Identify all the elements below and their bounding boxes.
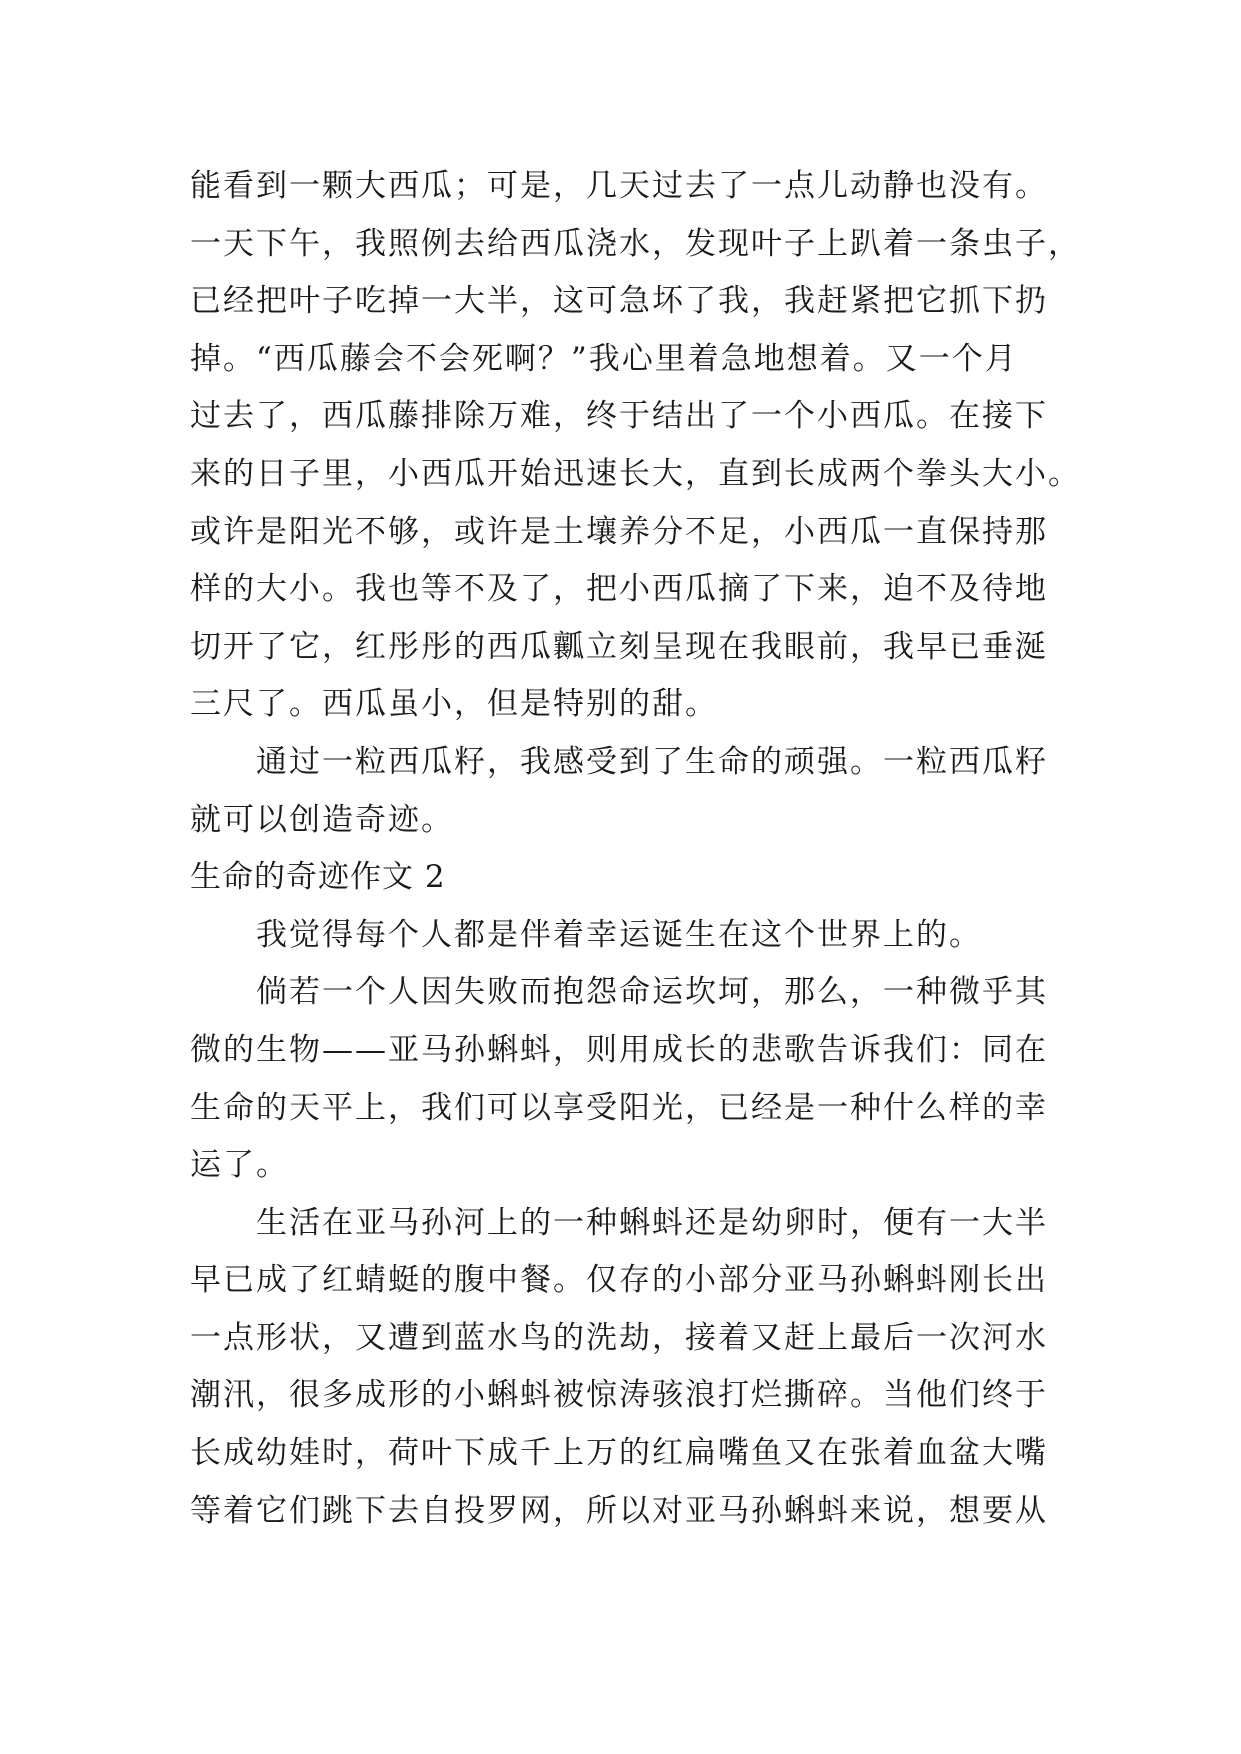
text-line: 微的生物——亚马孙蝌蚪，则用成长的悲歌告诉我们：同在 [190, 1031, 1048, 1068]
text-line: 切开了它，红彤彤的西瓜瓤立刻呈现在我眼前，我早已垂涎 [190, 628, 1048, 665]
paragraph-first-line: 生活在亚马孙河上的一种蝌蚪还是幼卵时，便有一大半 [256, 1204, 1048, 1241]
text-line: 三尺了。西瓜虽小，但是特别的甜。 [190, 686, 718, 723]
text-line: 样的大小。我也等不及了，把小西瓜摘了下来，迫不及待地 [190, 571, 1048, 608]
text-line: 一天下午，我照例去给西瓜浇水，发现叶子上趴着一条虫子， [190, 225, 1081, 262]
text-line: 已经把叶子吃掉一大半，这可急坏了我，我赶紧把它抓下扔 [190, 283, 1048, 320]
text-line: 来的日子里，小西瓜开始迅速长大，直到长成两个拳头大小。 [190, 455, 1081, 492]
text-line: 潮汛，很多成形的小蝌蚪被惊涛骇浪打烂撕碎。当他们终于 [190, 1377, 1048, 1414]
text-line: 一点形状，又遭到蓝水鸟的洗劫，接着又赶上最后一次河水 [190, 1319, 1048, 1356]
text-line: 能看到一颗大西瓜；可是，几天过去了一点儿动静也没有。 [190, 168, 1048, 204]
paragraph-first-line: 我觉得每个人都是伴着幸运诞生在这个世界上的。 [256, 916, 982, 953]
document-body [190, 158, 1081, 1540]
text-line: 早已成了红蜻蜓的腹中餐。仅存的小部分亚马孙蝌蚪刚长出 [190, 1262, 1048, 1299]
text-line: 运了。 [190, 1147, 289, 1184]
text-line: 长成幼娃时，荷叶下成千上万的红扁嘴鱼又在张着血盆大嘴 [190, 1435, 1048, 1472]
section-heading: 生命的奇迹作文 2 [190, 859, 446, 896]
text-line: 或许是阳光不够，或许是土壤养分不足，小西瓜一直保持那 [190, 513, 1048, 550]
paragraph-first-line: 通过一粒西瓜籽，我感受到了生命的顽强。一粒西瓜籽 [256, 743, 1048, 780]
text-line: 等着它们跳下去自投罗网，所以对亚马孙蝌蚪来说，想要从 [190, 1492, 1048, 1529]
text-line: 生命的天平上，我们可以享受阳光，已经是一种什么样的幸 [190, 1089, 1048, 1126]
text-line: 过去了，西瓜藤排除万难，终于结出了一个小西瓜。在接下 [190, 398, 1048, 435]
paragraph-first-line: 倘若一个人因失败而抱怨命运坎坷，那么，一种微乎其 [256, 974, 1048, 1011]
text-line: 掉。“西瓜藤会不会死啊？”我心里着急地想着。又一个月 [190, 340, 1018, 377]
text-line: 就可以创造奇迹。 [190, 801, 454, 838]
